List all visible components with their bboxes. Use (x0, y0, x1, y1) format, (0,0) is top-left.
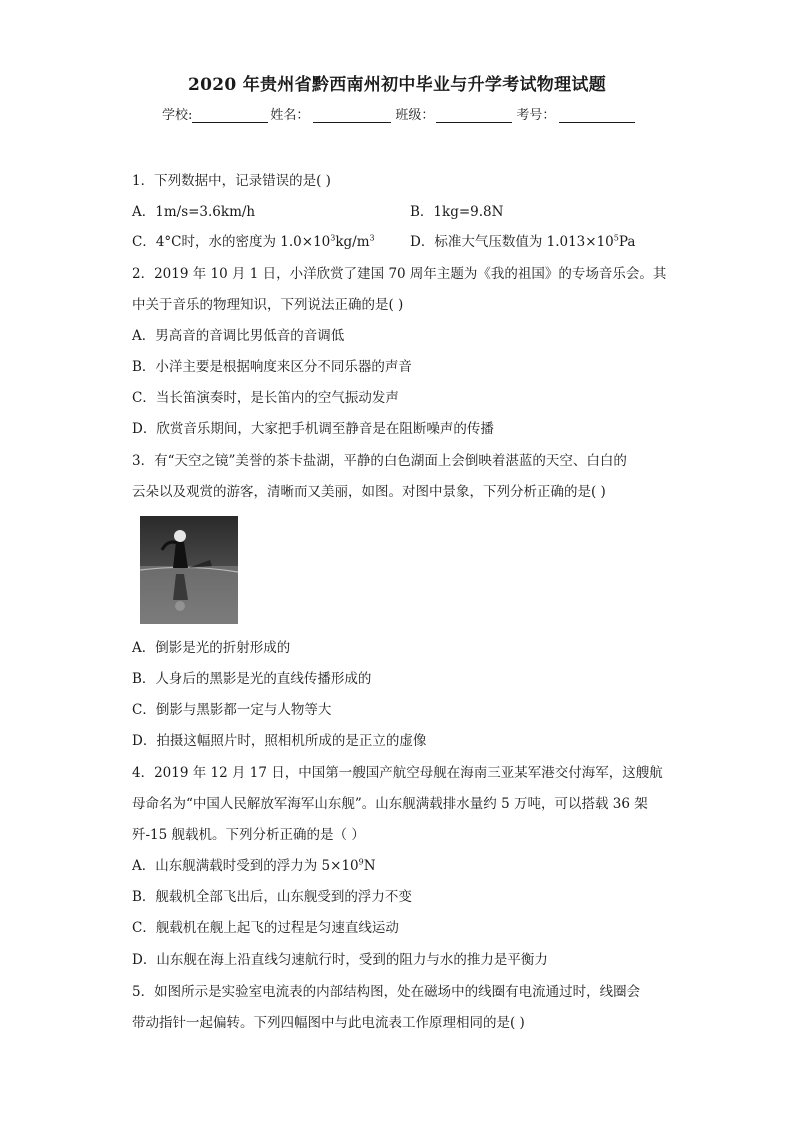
q5-stem-line2: 带动指针一起偏转。下列四幅图中与此电流表工作原理相同的是( ) (132, 1015, 525, 1031)
q3-option-a: A．倒影是光的折射形成的 (132, 640, 291, 656)
exam-number-label: 考号： (516, 108, 556, 123)
student-info-line (162, 104, 637, 123)
q4-option-d: D．山东舰在海上沿直线匀速航行时，受到的阻力与水的推力是平衡力 (132, 952, 548, 968)
q4-option-a: A．山东舰满载时受到的浮力为 $5\times 10^9N$ (132, 857, 376, 874)
q3-option-b: B．人身后的黑影是光的直线传播形成的 (132, 671, 372, 687)
q2-option-d: D．欣赏音乐期间，大家把手机调至静音是在阻断噪声的传播 (132, 421, 494, 437)
q1-option-a: A．1m/s=3.6km/h (132, 204, 256, 220)
q4-stem-line2: 母命名为“中国人民解放军海军山东舰”。山东舰满载排水量约 5 万吨，可以搭载 36 架 (132, 796, 648, 812)
school-label: 学校: (162, 108, 193, 123)
q3-option-d: D．拍摄这幅照片时，照相机所成的是正立的虚像 (132, 733, 427, 749)
class-label: 班级： (395, 108, 435, 123)
q1-option-d: D．标准大气压数值为 $1.013\times 10^5Pa$ (410, 233, 636, 250)
q1-option-c: C．4°C时，水的密度为 $1.0\times 10^3kg/m^3$ (132, 233, 375, 250)
photo-illustration (140, 516, 238, 624)
exam-number-blank (559, 108, 635, 123)
q4-option-c: C．舰载机在舰上起飞的过程是匀速直线运动 (132, 920, 399, 936)
q4-stem-line1: 4．2019 年 12 月 17 日，中国第一艘国产航空母舰在海南三亚某军港交付海军，这艘航 (132, 765, 663, 781)
q3-option-c: C．倒影与黑影都一定与人物等大 (132, 702, 332, 718)
q2-option-b: B．小洋主要是根据响度来区分不同乐器的声音 (132, 359, 412, 375)
q2-stem-line2: 中关于音乐的物理知识，下列说法正确的是( ) (132, 297, 404, 313)
school-blank (192, 108, 268, 123)
salt-lake-reflection-photo (140, 516, 238, 624)
q2-option-a: A．男高音的音调比男低音的音调低 (132, 328, 345, 344)
q2-option-c: C．当长笛演奏时，是长笛内的空气振动发声 (132, 390, 399, 406)
name-blank (313, 108, 391, 123)
q2-stem-line1: 2．2019 年 10 月 1 日，小洋欣赏了建国 70 周年主题为《我的祖国》的专场音乐会。其 (132, 266, 667, 282)
q4-option-b: B．舰载机全部飞出后，山东舰受到的浮力不变 (132, 889, 412, 905)
q4-stem-line3: 歼-15 舰载机。下列分析正确的是（ ） (132, 827, 365, 843)
q1-stem: 1．下列数据中，记录错误的是( ) (132, 173, 331, 189)
q5-stem-line1: 5．如图所示是实验室电流表的内部结构图，处在磁场中的线圈有电流通过时，线圈会 (132, 984, 641, 1000)
q1-option-b: B．1kg=9.8N (410, 204, 504, 220)
q3-stem-line1: 3．有“天空之镜”美誉的茶卡盐湖，平静的白色湖面上会倒映着湛蓝的天空、白白的 (132, 453, 627, 469)
class-blank (436, 108, 512, 123)
q3-stem-line2: 云朵以及观赏的游客，清晰而又美丽，如图。对图中景象，下列分析正确的是( ) (132, 484, 606, 500)
name-label: 姓名： (270, 108, 310, 123)
page-title: 2020 年贵州省黔西南州初中毕业与升学考试物理试题 (187, 75, 607, 95)
